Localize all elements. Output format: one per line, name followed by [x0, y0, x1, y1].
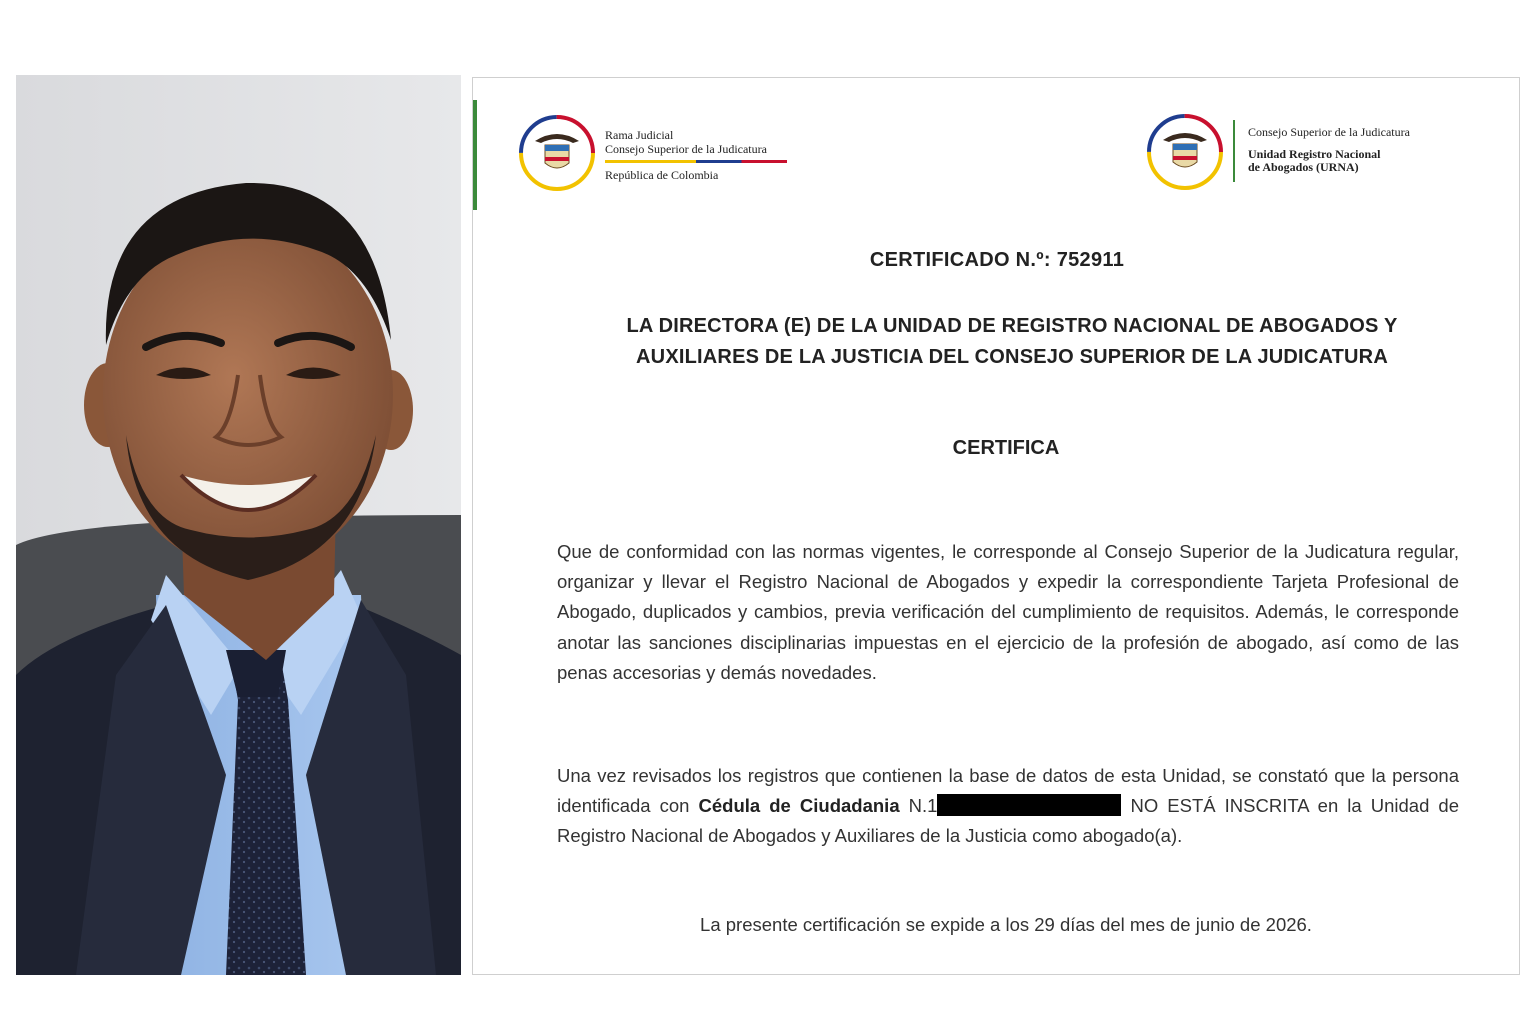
document-type: Cédula de Ciudadania [698, 795, 900, 817]
tricolor-rule [605, 160, 787, 163]
document-prefix: N.1 [899, 795, 938, 817]
rama-judicial-logo [517, 113, 807, 198]
certificate-document [472, 77, 1520, 975]
logo-left-line1: Rama Judicial [605, 128, 674, 142]
logo-left-line3: República de Colombia [605, 168, 719, 182]
logo-divider [1233, 120, 1235, 182]
paragraph-result-before: Una vez revisados los registros que contienen la base de datos de esta Unidad, se constató que la persona identificada con [557, 765, 1459, 817]
logo-right-line3: de Abogados (URNA) [1248, 160, 1359, 174]
coat-of-arms-icon [517, 113, 597, 193]
logo-right-line1: Consejo Superior de la Judicatura [1248, 125, 1410, 139]
coat-of-arms-icon [1145, 112, 1225, 192]
paragraph-result [557, 761, 1459, 852]
accent-bar [473, 100, 477, 210]
redaction-bar [937, 794, 1121, 816]
logo-left-line2: Consejo Superior de la Judicatura [605, 142, 767, 156]
certificate-heading: LA DIRECTORA (E) DE LA UNIDAD DE REGISTRO NACIONAL DE ABOGADOS Y AUXILIARES DE LA JUSTICIA DEL CONSEJO SUPERIOR DE LA JUDICATURA [626, 315, 1398, 368]
issue-date-line: La presente certificación se expide a los 29 días del mes de junio de 2026. [700, 914, 1312, 935]
certificate-number: CERTIFICADO N.º: 752911 [869, 249, 1125, 271]
urna-logo [1145, 112, 1475, 197]
portrait-photo [16, 75, 461, 975]
logo-right-line2: Unidad Registro Nacional [1248, 147, 1381, 161]
paragraph-result-after: NO ESTÁ INSCRITA en la Unidad de Registro Nacional de Abogados y Auxiliares de la Justicia como abogado(a). [557, 795, 1459, 847]
certifica-title: CERTIFICA [952, 437, 1060, 459]
paragraph-legal-basis: Que de conformidad con las normas vigentes, le corresponde al Consejo Superior de la Judicatura regular, organizar y llevar el Registro Nacional de Abogados y expedir la correspondiente Tarjeta Profesional de Abogado, duplicados y cambios, previa verificación del cumplimiento de requisitos. Además, le corresponde anotar las sanciones disciplinarias impuestas en el ejercicio de la profesión de abogado, así como de las penas accesorias y demás novedades. [557, 541, 1459, 683]
